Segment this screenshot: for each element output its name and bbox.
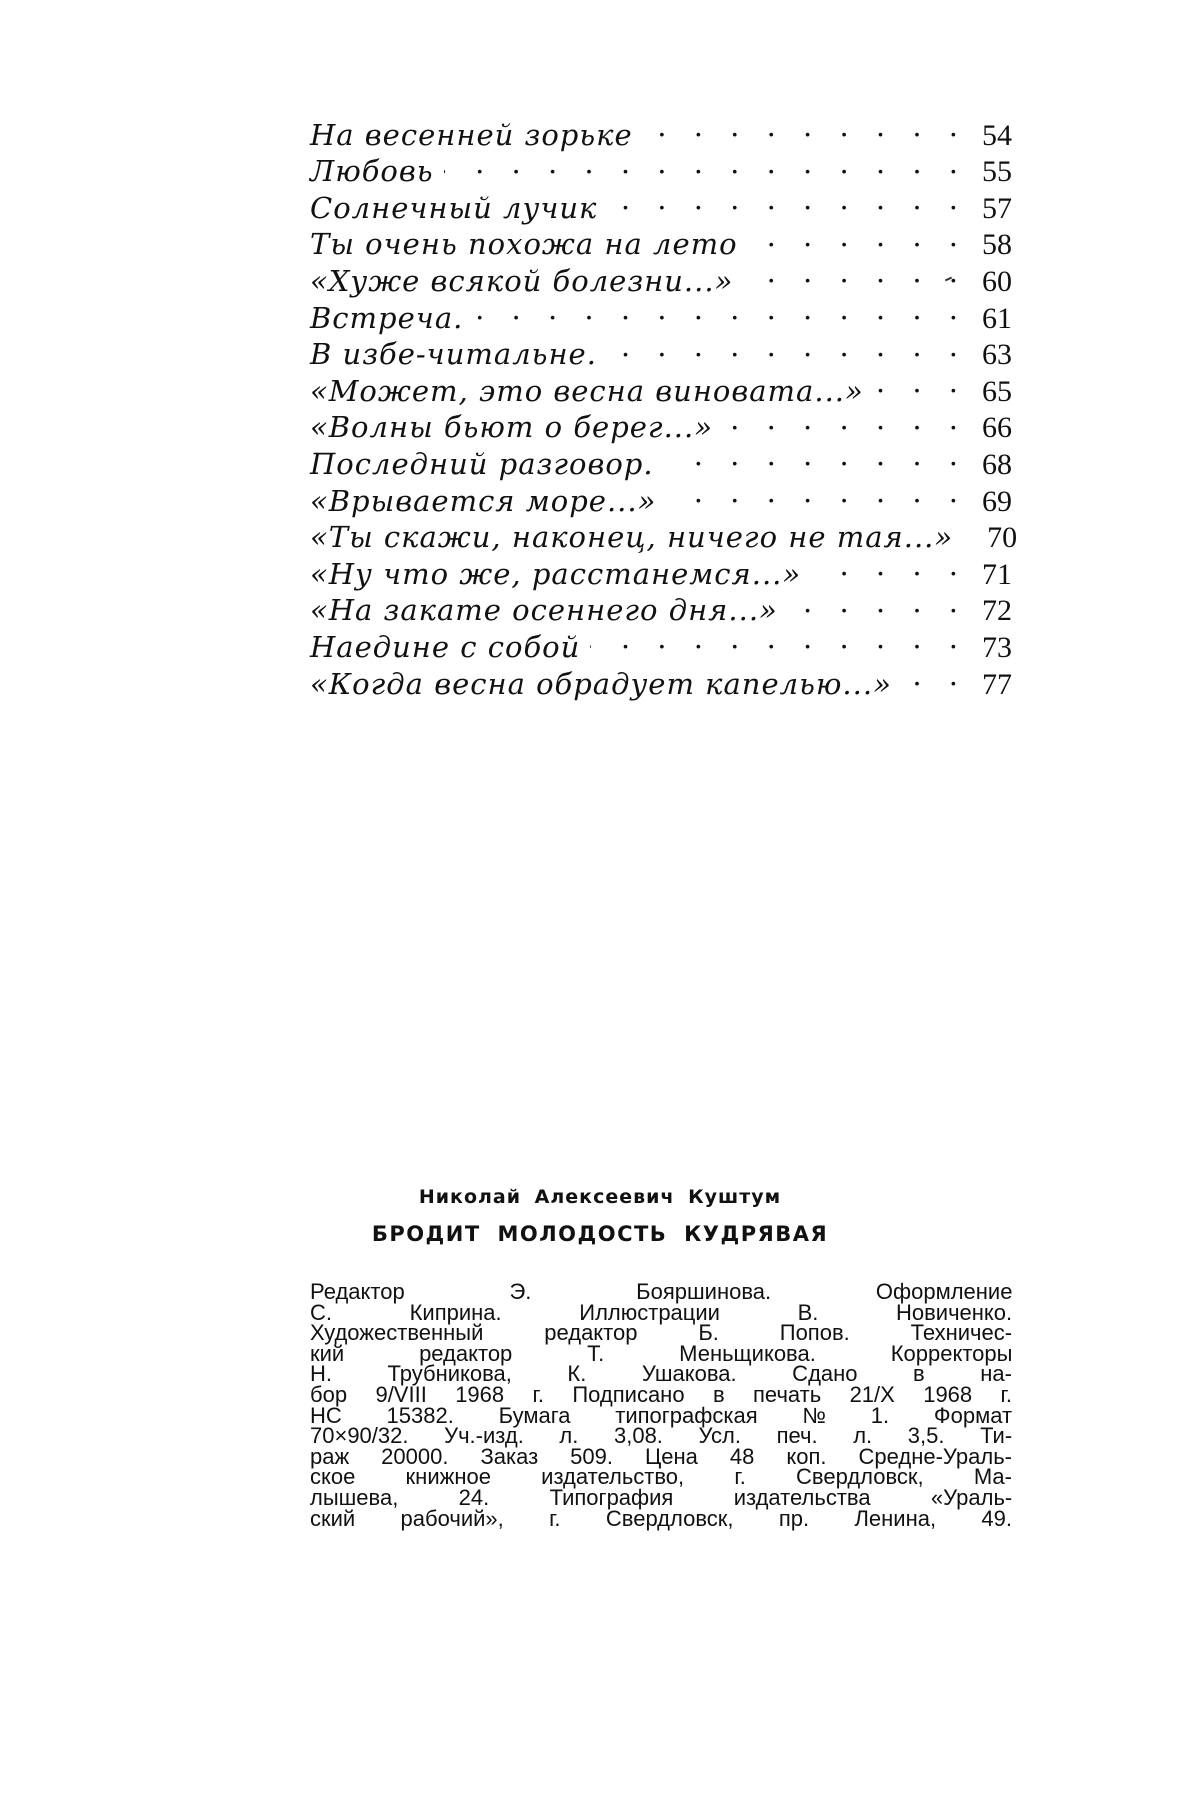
toc-entry-title: Наедине с собой (310, 629, 581, 664)
toc-entry-title: В избе-читальне. (310, 337, 597, 372)
imprint-line: С. Киприна. Иллюстрации В. Новиченко. (310, 1299, 1013, 1325)
toc-entry-title: «Ну что же, расстанемся...» (310, 556, 802, 591)
toc-entry-title: Любовь (310, 154, 434, 189)
colophon-author: Николай Алексеевич Куштум (418, 1186, 782, 1208)
toc-entry-title: «Когда весна обрадует капелью...» (310, 666, 892, 701)
imprint-line: ское книжное издательство, г. Свердловск, Ма- (310, 1464, 1012, 1490)
imprint-line: Художественный редактор Б. Попов. Техничес- (310, 1320, 1013, 1346)
imprint-line: бор 9/VIII 1968 г. Подписано в печать 21/X 1968 г. (310, 1381, 1012, 1407)
dot-leader (788, 584, 958, 621)
toc-entry-page: 54 (982, 118, 1012, 152)
toc-entry-page: 73 (982, 630, 1012, 664)
toc-entry-title: «Ты скажи, наконец, ничего не тая...» (310, 520, 954, 555)
toc-entry-page: 58 (982, 228, 1012, 262)
toc-entry-page: 55 (982, 155, 1012, 189)
toc-entry-title: «На закате осеннего дня...» (310, 593, 778, 628)
toc-entry-page: 71 (982, 557, 1012, 591)
dot-leader (473, 291, 958, 328)
dot-leader (723, 401, 958, 438)
dot-leader (590, 620, 958, 657)
toc-entry-page: 66 (982, 411, 1012, 445)
dot-leader (666, 474, 958, 511)
toc-entry-title: Последний разговор. (310, 446, 654, 481)
toc-entry-page: 69 (982, 484, 1012, 518)
dot-leader (874, 364, 958, 401)
toc-entry-page: 57 (982, 191, 1012, 225)
dot-leader (607, 328, 958, 365)
toc-entry-title: Солнечный лучик (310, 190, 598, 225)
toc-entry-page: 60 (982, 264, 1012, 298)
dot-leader (607, 181, 958, 218)
toc-entry-title: Встреча. (310, 300, 464, 335)
toc-entry-title: «Может, это весна виновата...» (310, 373, 864, 408)
colophon-imprint (310, 1279, 1013, 1531)
toc-entry-title: На весенней зорьке (310, 117, 633, 152)
imprint-line: кий редактор Т. Меньщикова. Корректоры (310, 1340, 1013, 1366)
dot-leader (902, 657, 958, 694)
toc-entry-page: 61 (982, 301, 1012, 335)
dot-leader (811, 547, 958, 584)
dot-leader (444, 145, 958, 182)
toc-entry-page: 77 (982, 667, 1012, 701)
toc-entry-page: 70 (987, 521, 1018, 555)
toc-entry-title: «Хуже всякой болезни...» (310, 263, 734, 298)
toc-entry-title: «Волны бьют о берег...» (310, 410, 713, 445)
imprint-line: лышева, 24. Типография издательства «Ураль- (310, 1484, 1013, 1510)
dot-leader (748, 218, 958, 255)
imprint-line: раж 20000. Заказ 509. Цена 48 коп. Средне-Ураль- (310, 1443, 1012, 1469)
imprint-line: НС 15382. Бумага типографская № 1. Формат (310, 1402, 1013, 1428)
toc-entry-page: 68 (982, 447, 1012, 481)
toc-entry-page: 63 (982, 338, 1012, 372)
imprint-line: Редактор Э. Бояршинова. Оформление (310, 1279, 1013, 1304)
toc-entry-page: 72 (982, 594, 1012, 628)
colophon-book-title: БРОДИТ МОЛОДОСТЬ КУДРЯВАЯ (371, 1222, 829, 1246)
toc-entry-title: «Врывается море...» (310, 483, 657, 518)
table-of-contents (310, 108, 1018, 701)
dot-leader (664, 437, 958, 474)
toc-entry (310, 108, 1012, 152)
toc-entry-page: 65 (982, 374, 1012, 408)
imprint-line: Н. Трубникова, К. Ушакова. Сдано в на- (310, 1361, 1012, 1387)
toc-entry-title: Ты очень похожа на лето (310, 227, 738, 262)
imprint-line: ский рабочий», г. Свердловск, пр. Ленина, 49. (310, 1505, 1012, 1531)
dot-leader (643, 108, 958, 145)
dot-leader (743, 254, 958, 291)
imprint-line: 70×90/32. Уч.-изд. л. 3,08. Усл. печ. л. 3,5. Ти- (310, 1423, 1013, 1449)
